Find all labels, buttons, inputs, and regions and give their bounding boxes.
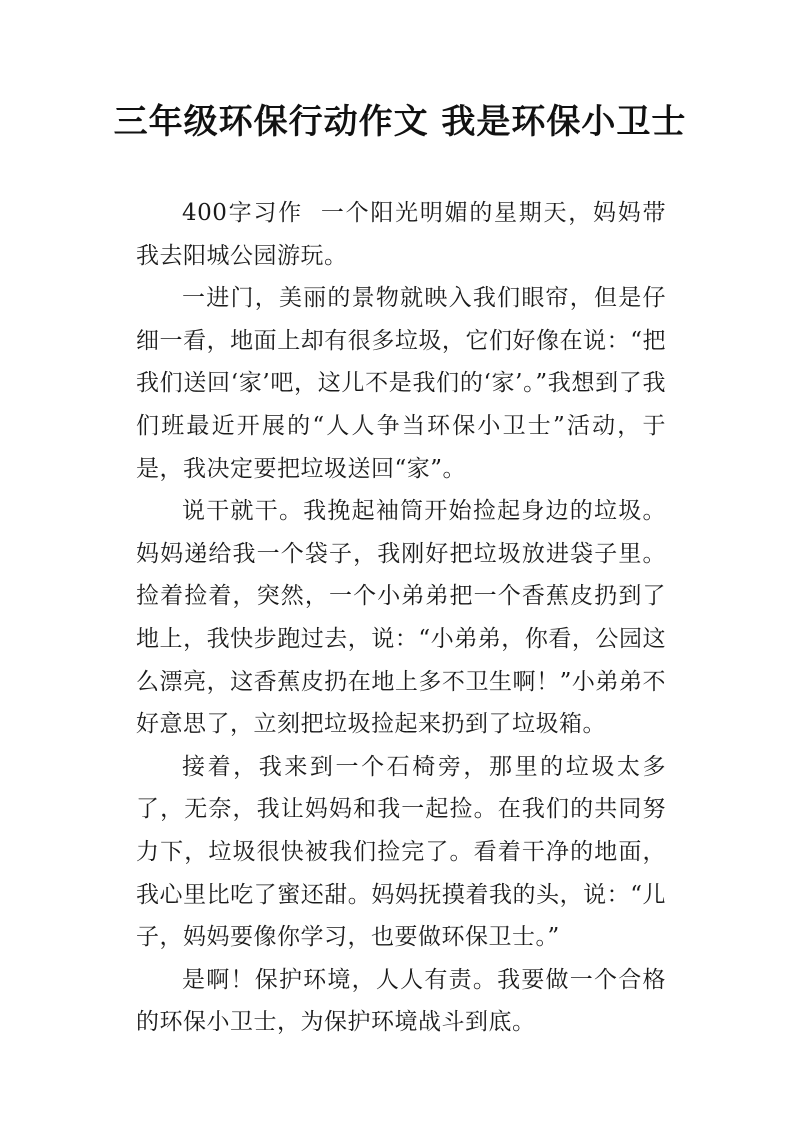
intro-label: 400字习作 [182, 200, 303, 226]
paragraph-5: 是啊！保护环境，人人有责。我要做一个合格的环保小卫士，为保护环境战斗到底。 [136, 966, 666, 1036]
paragraph-1-text: 一个阳光明媚的星期天，妈妈带我去阳城公园游玩。 [136, 200, 667, 269]
document-body [136, 192, 666, 1044]
paragraph-4: 接着，我来到一个石椅旁，那里的垃圾太多了，无奈，我让妈妈和我一起捡。在我们的共同努力下，垃圾很快被我们捡完了。看着干净的地面，我心里比吃了蜜还甜。妈妈抚摸着我的头，说：“儿子，妈妈要像你学习，也要做环保卫士。” [136, 753, 666, 951]
paragraph-3: 说干就干。我挽起袖筒开始捡起身边的垃圾。妈妈递给我一个袋子，我刚好把垃圾放进袋子里。捡着捡着，突然，一个小弟弟把一个香蕉皮扔到了地上，我快步跑过去，说：“小弟弟，你看，公园这么漂亮，这香蕉皮扔在地上多不卫生啊！”小弟弟不好意思了，立刻把垃圾捡起来扔到了垃圾箱。 [136, 498, 666, 738]
document-title: 三年级环保行动作文 我是环保小卫士 [113, 102, 687, 142]
paragraph-1 [136, 192, 666, 277]
paragraph-2: 一进门，美丽的景物就映入我们眼帘，但是仔细一看，地面上却有很多垃圾，它们好像在说：“把我们送回‘家’吧，这儿不是我们的‘家’。”我想到了我们班最近开展的“人人争当环保小卫士”活动，于是，我决定要把垃圾送回“家”。 [136, 285, 666, 482]
